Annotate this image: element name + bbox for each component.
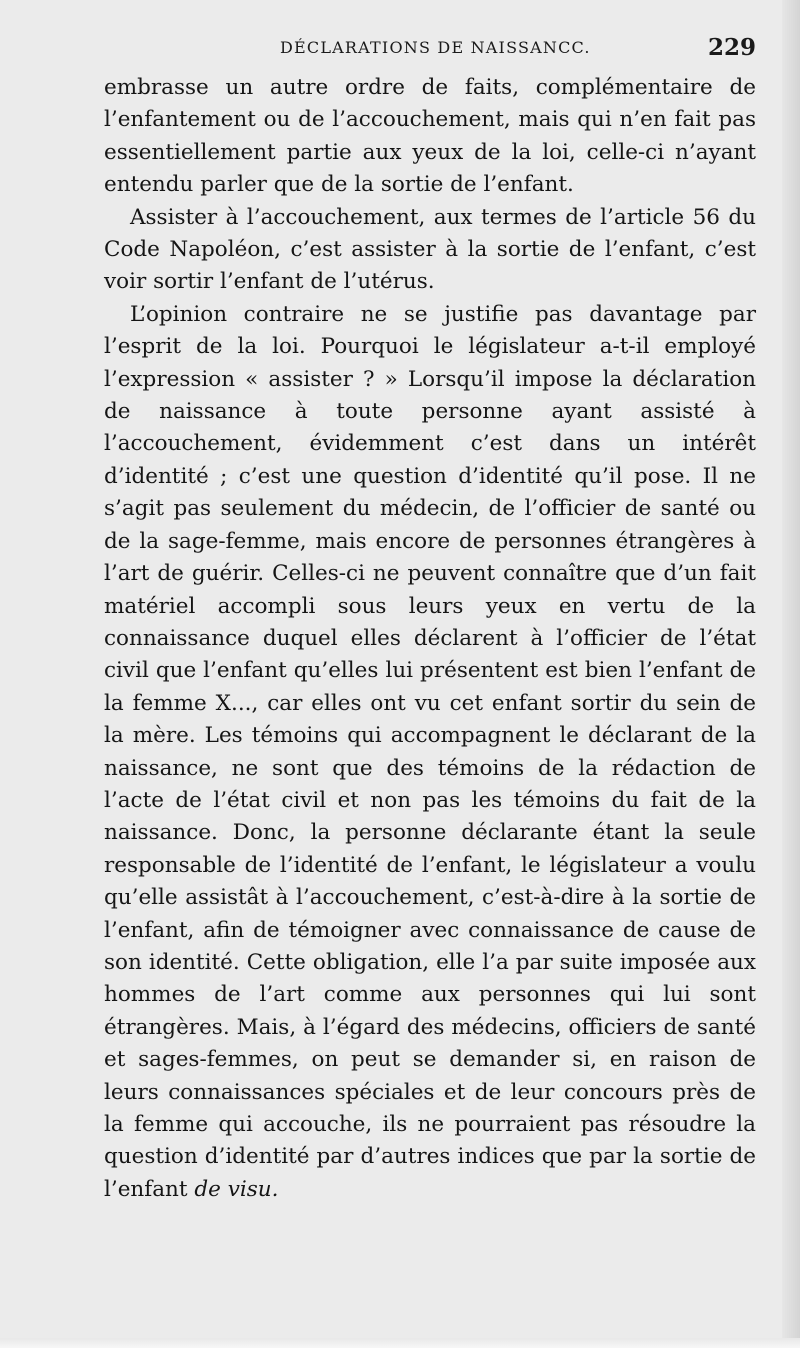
page-edge-shadow xyxy=(782,0,800,1348)
paragraph-text: embrasse un autre ordre de faits, complémentaire de l’enfantement ou de l’accouchement, mais qui n’en fait pas essentiellement partie aux yeux de la loi, celle-ci n’ayant entendu parler que de la sortie de l’enfant. xyxy=(104,75,756,198)
page-bottom-edge xyxy=(0,1338,800,1348)
italic-emphasis: de visu. xyxy=(194,1176,279,1202)
paragraph-opinion xyxy=(104,299,756,1206)
running-header xyxy=(104,34,756,64)
body-text xyxy=(104,72,756,1206)
page-number: 229 xyxy=(707,34,756,61)
running-title: DÉCLARATIONS DE NAISSANCC. xyxy=(280,38,591,57)
paragraph-assister xyxy=(104,202,756,299)
paragraph-text: Assister à l’accouchement, aux termes de l’article 56 du Code Napoléon, c’est assister à la sortie de l’enfant, c’est voir sortir l’enfant de l’utérus. xyxy=(104,204,756,295)
paragraph-text: L’opinion contraire ne se justifie pas davantage par l’esprit de la loi. Pourquoi le législateur a-t-il employé l’expression « assister ? » Lorsqu’il impose la déclaration de naissance à toute personne ayant assisté à l’accouchement, évidemment c’est dans un intérêt d’identité ; c’est une question d’identité qu’il pose. Il ne s’agit pas seulement du médecin, de l’officier de santé ou de la sage-femme, mais encore de personnes étrangères à l’art de guérir. Celles-ci ne peuvent connaître que d’un fait matériel accompli sous leurs yeux en vertu de la connaissance duquel elles déclarent à l’officier de l’état civil que l’enfant qu’elles lui présentent est bien l’enfant de la femme X..., car elles ont vu cet enfant sortir du sein de la mère. Les témoins qui accompagnent le déclarant de la naissance, ne sont que des témoins de la rédaction de l’acte de l’état civil et non pas les témoins du fait de la naissance. Donc, la personne déclarante étant la seule responsable de l’identité de l’enfant, le législateur a voulu qu’elle assistât à l’accouchement, c’est-à-dire à la sortie de l’enfant, afin de témoigner avec connaissance de cause de son identité. Cette obligation, elle l’a par suite imposée aux hommes de l’art comme aux personnes qui lui sont étrangères. Mais, à l’égard des médecins, officiers de santé et sages-femmes, on peut se demander si, en raison de leurs connaissances spéciales et de leur concours près de la femme qui accouche, ils ne pourraient pas résoudre la question d’identité par d’autres indices que par la sortie de l’enfant xyxy=(104,301,756,1202)
paragraph-continuation xyxy=(104,72,756,202)
